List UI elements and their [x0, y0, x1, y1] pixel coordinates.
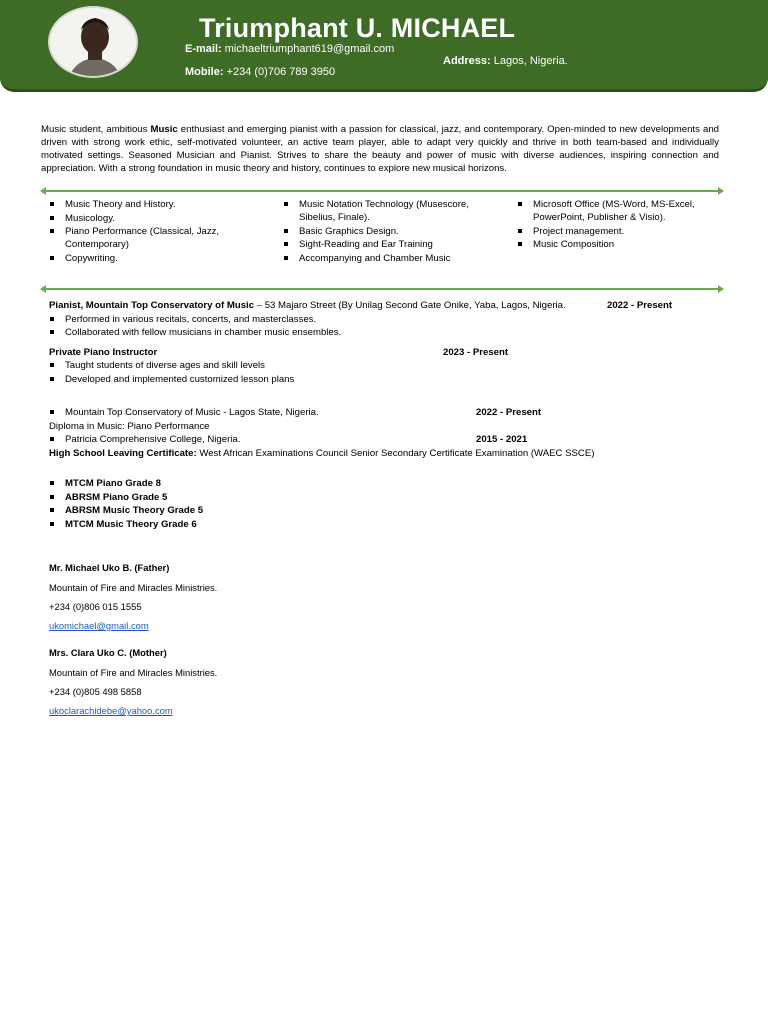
section-divider — [40, 285, 724, 293]
summary-post: enthusiast and emerging pianist with a passion for classical, jazz, and contemporary. Open-minded to new developments and driven with strong work ethic, self-motivated volunteer, an active team player, able to adapt very quickly and thrive in both team-based and individually motivated settings. Seasoned Musician and Pianist. Strives to share the beauty and power of music with diverse audiences, inspiring connection and appreciation. With a strong foundation in music theory and history, continues to explore new musical horizons. — [41, 124, 719, 174]
candidate-name: Triumphant U. MICHAEL — [199, 13, 516, 43]
skill-item: Piano Performance (Classical, Jazz, Contemporary) — [49, 225, 249, 251]
summary-pre: Music student, ambitious — [41, 124, 151, 135]
school-label: Patricia Comprehensive College, Nigeria. — [65, 434, 241, 445]
education-date: 2015 - 2021 — [476, 434, 528, 445]
certification-list — [49, 477, 729, 531]
contact-email — [185, 43, 394, 55]
skill-item: Copywriting. — [49, 252, 249, 265]
email-label: E-mail: — [185, 43, 222, 55]
degree: Diploma in Music: Piano Performance — [49, 420, 210, 432]
job-header — [49, 346, 729, 360]
summary-bold: Music — [150, 124, 178, 135]
skill-item: Sight-Reading and Ear Training — [283, 238, 488, 251]
job-duties — [49, 359, 729, 386]
certification-item: ABRSM Music Theory Grade 5 — [49, 504, 729, 518]
skills-column-2 — [283, 198, 488, 265]
skills-column-1 — [49, 198, 249, 265]
education-entry — [49, 433, 729, 447]
certification-item: ABRSM Piano Grade 5 — [49, 491, 729, 505]
school-name — [49, 406, 729, 420]
education-date: 2022 - Present — [476, 407, 542, 418]
mobile-value: +234 (0)706 789 3950 — [226, 66, 336, 78]
skill-item: Project management. — [517, 225, 722, 238]
section-divider — [40, 187, 724, 195]
contact-mobile — [185, 66, 335, 78]
job-header — [49, 299, 729, 313]
mobile-label: Mobile: — [185, 66, 224, 78]
profile-summary — [41, 123, 719, 175]
list-item: Taught students of diverse ages and skill levels — [49, 359, 729, 373]
certifications-section — [49, 477, 729, 531]
reference-name: Mrs. Clara Uko C. (Mother) — [49, 647, 167, 658]
reference-email-link[interactable]: ukomichael@gmail.com — [49, 620, 149, 631]
reference-email-link[interactable]: ukoclarachidebe@yahoo.com — [49, 705, 173, 716]
degree-value: West African Examinations Council Senior Secondary Certificate Examination (WAEC SSCE) — [196, 447, 595, 459]
experience-section — [49, 299, 729, 386]
contact-address — [443, 55, 568, 67]
job-title: Pianist, Mountain Top Conservatory of Music — [49, 300, 255, 311]
education-section — [49, 406, 729, 460]
reference-org: Mountain of Fire and Miracles Ministries. — [49, 667, 218, 678]
address-label: Address: — [443, 55, 491, 67]
job-duties — [49, 313, 729, 340]
reference-name: Mr. Michael Uko B. (Father) — [49, 562, 170, 573]
degree — [49, 447, 729, 461]
reference-org: Mountain of Fire and Miracles Ministries. — [49, 582, 218, 593]
certification-item: MTCM Music Theory Grade 6 — [49, 518, 729, 532]
skill-item: Basic Graphics Design. — [283, 225, 488, 238]
job-title: Private Piano Instructor — [49, 346, 158, 358]
job-date: 2022 - Present — [607, 300, 673, 311]
reference-phone: +234 (0)806 015 1555 — [49, 601, 142, 612]
email-value: michaeltriumphant619@gmail.com — [224, 43, 395, 55]
list-item: Performed in various recitals, concerts, and masterclasses. — [49, 313, 729, 327]
skills-column-3 — [517, 198, 722, 252]
address-value: Lagos, Nigeria. — [493, 55, 568, 67]
job-dash: – — [254, 300, 265, 311]
skill-item: Microsoft Office (MS-Word, MS-Excel, PowerPoint, Publisher & Visio). — [517, 198, 722, 224]
skill-item: Music Notation Technology (Musescore, Sibelius, Finale). — [283, 198, 488, 224]
school-label: Mountain Top Conservatory of Music - Lagos State, Nigeria. — [65, 407, 319, 418]
job-location: 53 Majaro Street (By Unilag Second Gate Onike, Yaba, Lagos, Nigeria. — [264, 300, 566, 311]
header-banner — [0, 0, 768, 92]
degree-label: High School Leaving Certificate: — [49, 447, 197, 459]
skill-item: Music Composition — [517, 238, 722, 251]
profile-photo — [48, 6, 138, 78]
certification-item: MTCM Piano Grade 8 — [49, 477, 729, 491]
skill-item: Accompanying and Chamber Music — [283, 252, 488, 265]
school-name — [49, 433, 729, 447]
job-date: 2023 - Present — [443, 346, 509, 358]
reference-phone: +234 (0)805 498 5858 — [49, 686, 142, 697]
list-item: Developed and implemented customized lesson plans — [49, 373, 729, 387]
education-entry — [49, 406, 729, 420]
skill-item: Musicology. — [49, 212, 249, 225]
skill-item: Music Theory and History. — [49, 198, 249, 211]
list-item: Collaborated with fellow musicians in chamber music ensembles. — [49, 326, 729, 340]
